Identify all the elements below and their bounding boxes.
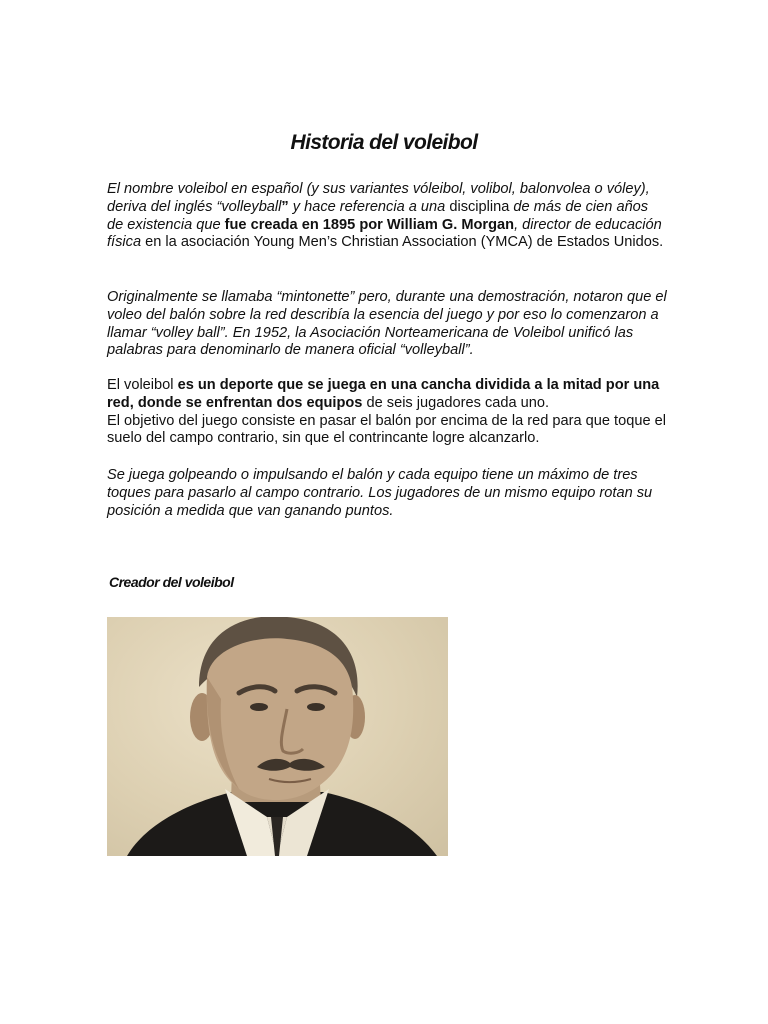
text-span: disciplina [445, 198, 514, 215]
text-span: ” [281, 198, 289, 215]
text-span: y hace referencia a una [288, 198, 446, 215]
text-span: en la asociación Young Men’s Christian Association (YMCA) de Estados Unidos. [141, 234, 664, 251]
portrait-photo [107, 617, 448, 856]
text-span: El nombre voleibol en español (y sus variantes vóleibol, volibol, balonvolea o vóley), deriva del inglés “volleyball [107, 181, 650, 215]
text-span-bold: es un deporte que se juega en una cancha dividida a la mitad por una red, donde se enfrentan dos equipos [107, 377, 660, 411]
text-span: , director de educación física [107, 216, 662, 251]
text-span: de más de cien años de existencia que [107, 198, 649, 233]
text-span-bold: fue creada en 1895 por William G. Morgan [224, 216, 515, 233]
paragraph-rules: Se juega golpeando o impulsando el balón y cada equipo tiene un máximo de tres toques para pasarlo al campo contrario. Los jugadores de un mismo equipo rotan su posición a medida que van ganando puntos. [107, 467, 653, 519]
text-span: El voleibol [107, 377, 178, 393]
paragraph-origin-name [107, 181, 667, 252]
paragraph-description [107, 377, 667, 448]
section-heading: Creador del voleibol [109, 574, 234, 590]
text-span: de seis jugadores cada uno. [362, 394, 550, 411]
paragraph-mintonette: Originalmente se llamaba “mintonette” pero, durante una demostración, notaron que el voleo del balón sobre la red describía la esencia del juego y por eso lo comenzaron a llamar “volley ball”. En 1952, la Asociación Norteamericana de Voleibol unificó las palabras para denominarlo de manera oficial “volleyball”. [107, 289, 667, 359]
text-span: El objetivo del juego consiste en pasar el balón por encima de la red para que toque el suelo del campo contrario, sin que el contrincante logre alcanzarlo. [107, 412, 666, 447]
page-title: Historia del voleibol [290, 131, 478, 154]
portrait-illustration [107, 617, 448, 856]
